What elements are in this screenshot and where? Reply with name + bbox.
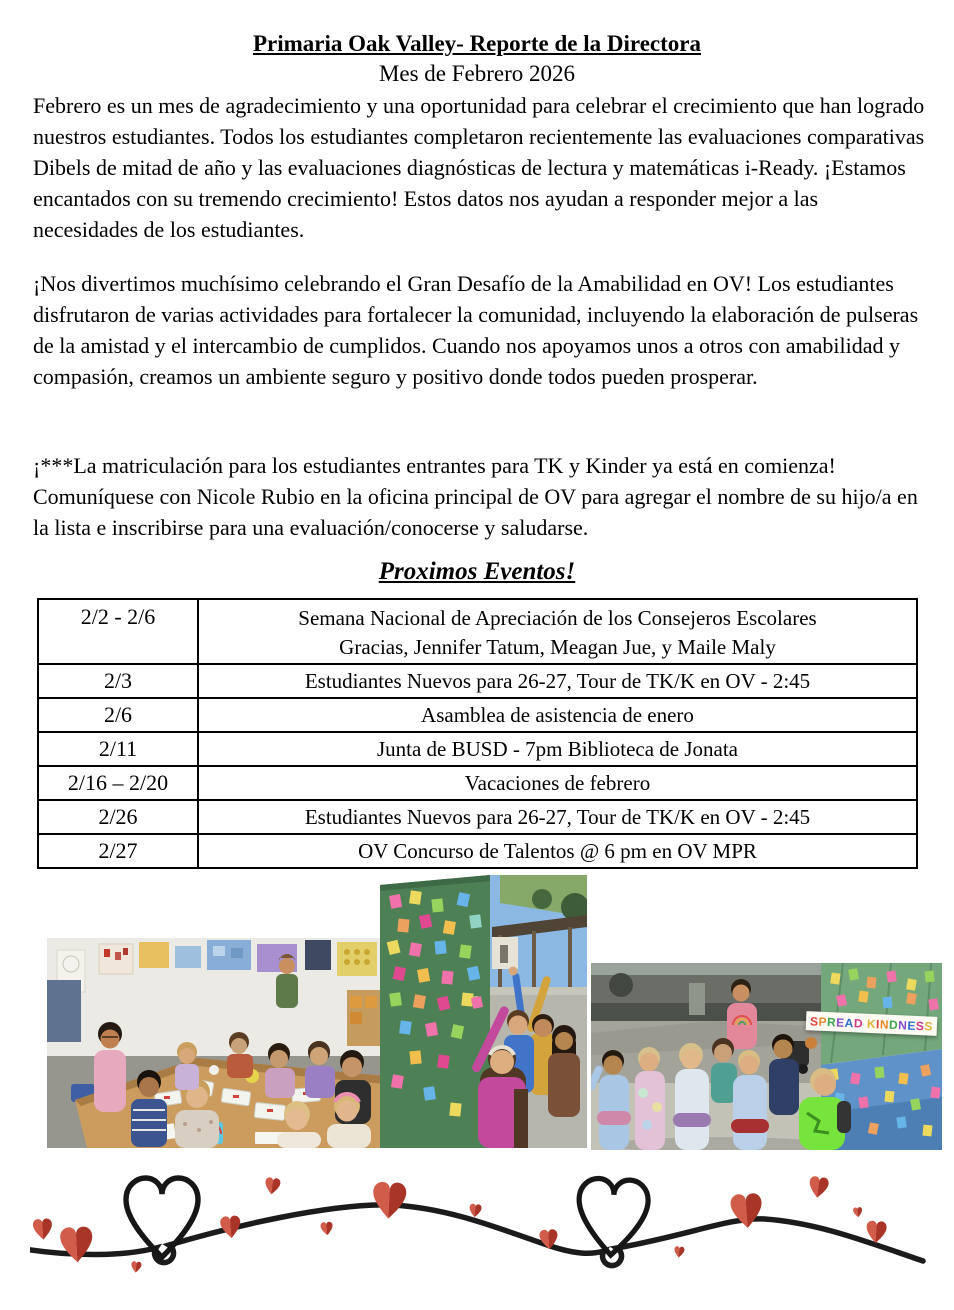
event-description: Junta de BUSD - 7pm Biblioteca de Jonata: [198, 732, 917, 766]
table-row: [38, 766, 917, 800]
event-date: 2/26: [38, 800, 198, 834]
event-description-line: Gracias, Jennifer Tatum, Meagan Jue, y Maile Maly: [339, 635, 776, 659]
paragraph-growth: Febrero es un mes de agradecimiento y una oportunidad para celebrar el crecimiento que han logrado nuestros estudiantes. Todos los estudiantes completaron recientemente las evaluaciones comparativas Dibels de mitad de año y las evaluaciones diagnósticas de lectura y matemáticas i-Ready. ¡Estamos encantados con su tremendo crecimiento! Estos datos nos ayudan a responder mejor a las necesidades de los estudiantes.: [33, 93, 925, 242]
page-subtitle: Mes de Febrero 2026: [378, 61, 576, 86]
table-row: [38, 698, 917, 732]
event-date: 2/6: [38, 698, 198, 732]
event-description: [198, 599, 917, 664]
page-title: Primaria Oak Valley- Reporte de la Directora: [253, 31, 701, 56]
event-description: Asamblea de asistencia de enero: [198, 698, 917, 732]
table-row: [38, 599, 917, 664]
event-date: 2/11: [38, 732, 198, 766]
event-date: 2/3: [38, 664, 198, 698]
spread-kindness-banner: SPREAD KINDNESS: [806, 1011, 938, 1036]
event-date: 2/2 - 2/6: [38, 599, 198, 664]
table-row: [38, 732, 917, 766]
spread-kindness-illustration: [591, 963, 942, 1150]
table-row: [38, 834, 917, 868]
event-description-line: Semana Nacional de Apreciación de los Consejeros Escolares: [298, 606, 817, 630]
events-table: [37, 598, 918, 869]
classroom-photo-illustration: [47, 938, 385, 1148]
hearts-border-decoration: [30, 1155, 954, 1305]
paragraph-kindness-challenge: ¡Nos divertimos muchísimo celebrando el Gran Desafío de la Amabilidad en OV! Los estudiantes disfrutaron de varias actividades para fortalecer la comunidad, incluyendo la elaboración de pulseras de la amistad y el intercambio de cumplidos. Cuando nos apoyamos unos a otros con amabilidad y compasión, creamos un ambiente seguro y positivo donde todos pueden prosperar.: [33, 271, 919, 389]
event-description: OV Concurso de Talentos @ 6 pm en OV MPR: [198, 834, 917, 868]
table-row: [38, 664, 917, 698]
paragraph-tk-kinder-enrollment: ¡***La matriculación para los estudiantes entrantes para TK y Kinder ya está en comienza! Comuníquese con Nicole Rubio en la oficina principal de OV para agregar el nombre de su hijo/a en la lista e inscribirse para una evaluación/conocerse y saludarse.: [33, 453, 918, 540]
table-row: [38, 800, 917, 834]
photo-kindness-wall: [380, 875, 587, 1148]
event-description: Estudiantes Nuevos para 26-27, Tour de TK/K en OV - 2:45: [198, 664, 917, 698]
event-description: Estudiantes Nuevos para 26-27, Tour de TK/K en OV - 2:45: [198, 800, 917, 834]
events-heading: Proximos Eventos!: [378, 558, 576, 585]
event-description: Vacaciones de febrero: [198, 766, 917, 800]
photo-spread-kindness: [591, 963, 942, 1150]
event-date: 2/16 – 2/20: [38, 766, 198, 800]
hearts-garland-icon: [30, 1155, 954, 1305]
event-date: 2/27: [38, 834, 198, 868]
kindness-wall-illustration: [380, 875, 587, 1148]
photo-classroom-celebration: [47, 938, 385, 1148]
